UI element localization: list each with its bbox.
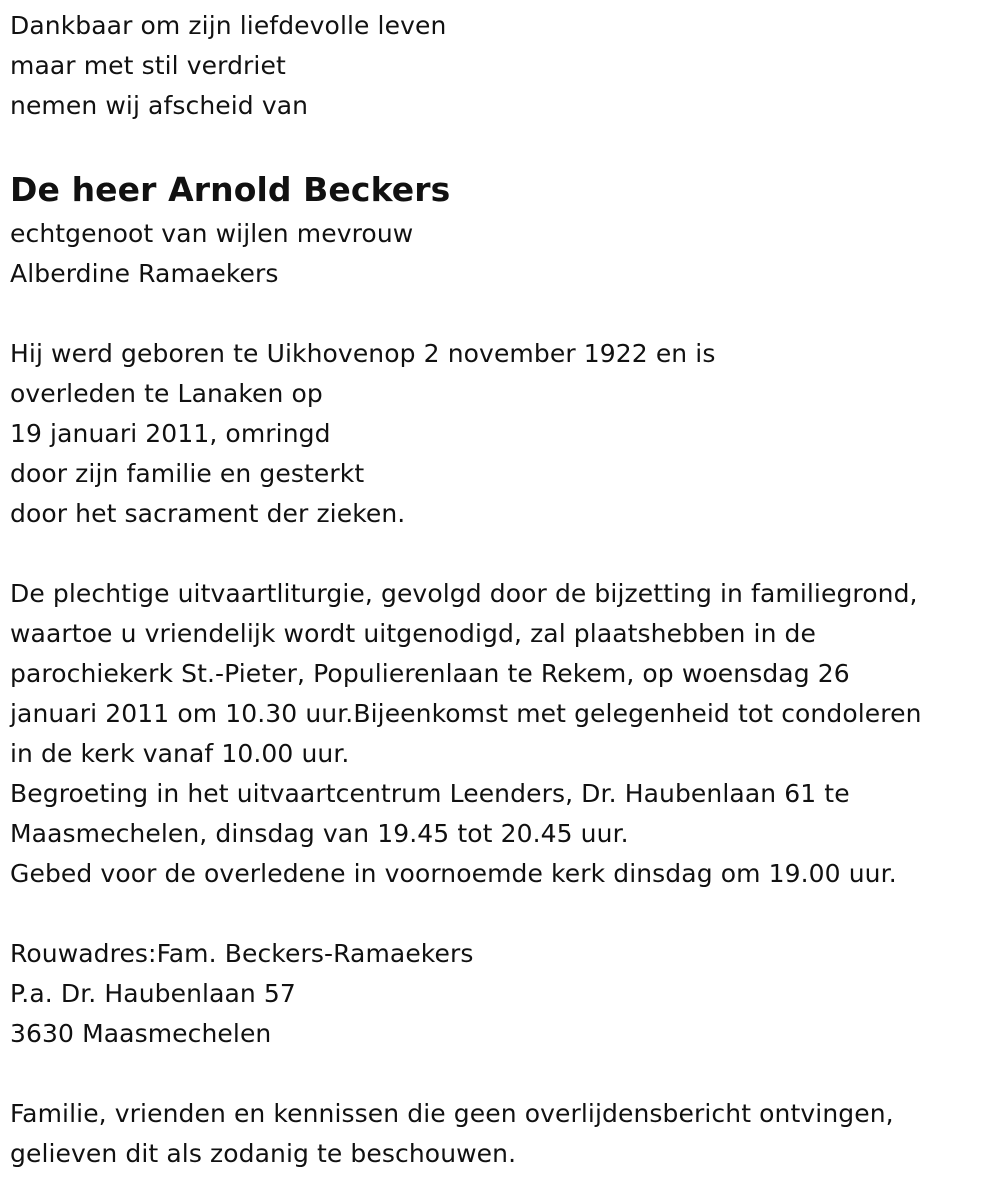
ceremony-line: Gebed voor de overledene in voornoemde kerk dinsdag om 19.00 uur.	[10, 859, 897, 888]
birth-death-line: overleden te Lanaken op	[10, 379, 323, 408]
spouse-section	[10, 214, 995, 294]
intro-line: maar met stil verdriet	[10, 51, 286, 80]
address-line: Rouwadres:Fam. Beckers-Ramaekers	[10, 939, 474, 968]
ceremony-line: Begroeting in het uitvaartcentrum Leenders, Dr. Haubenlaan 61 te	[10, 779, 850, 808]
address-line: 3630 Maasmechelen	[10, 1019, 272, 1048]
intro-line: Dankbaar om zijn liefdevolle leven	[10, 11, 447, 40]
address-line: P.a. Dr. Haubenlaan 57	[10, 979, 296, 1008]
ceremony-section	[10, 574, 995, 894]
spacer	[10, 1054, 995, 1094]
birth-death-section	[10, 334, 995, 534]
spouse-line: Alberdine Ramaekers	[10, 259, 279, 288]
spacer	[10, 534, 995, 574]
ceremony-line: januari 2011 om 10.30 uur.Bijeenkomst met gelegenheid tot condoleren	[10, 699, 922, 728]
ceremony-line: Maasmechelen, dinsdag van 19.45 tot 20.45 uur.	[10, 819, 629, 848]
ceremony-line: parochiekerk St.-Pieter, Populierenlaan te Rekem, op woensdag 26	[10, 659, 850, 688]
spacer	[10, 894, 995, 934]
birth-death-line: door het sacrament der zieken.	[10, 499, 406, 528]
closing-line: gelieven dit als zodanig te beschouwen.	[10, 1139, 517, 1168]
ceremony-line: waartoe u vriendelijk wordt uitgenodigd, zal plaatshebben in de	[10, 619, 817, 648]
ceremony-line: in de kerk vanaf 10.00 uur.	[10, 739, 350, 768]
birth-death-line: Hij werd geboren te Uikhovenop 2 november 1922 en is	[10, 339, 716, 368]
intro-line: nemen wij afscheid van	[10, 91, 309, 120]
ceremony-line: De plechtige uitvaartliturgie, gevolgd door de bijzetting in familiegrond,	[10, 579, 918, 608]
closing-line: Familie, vrienden en kennissen die geen overlijdensbericht ontvingen,	[10, 1099, 894, 1128]
spouse-line: echtgenoot van wijlen mevrouw	[10, 219, 414, 248]
intro-section	[10, 6, 995, 126]
closing-section	[10, 1094, 995, 1174]
obituary-notice	[10, 6, 995, 1174]
address-section	[10, 934, 995, 1054]
spacer	[10, 294, 995, 334]
deceased-name: De heer Arnold Beckers	[10, 170, 451, 209]
birth-death-line: 19 januari 2011, omringd	[10, 419, 331, 448]
birth-death-line: door zijn familie en gesterkt	[10, 459, 365, 488]
